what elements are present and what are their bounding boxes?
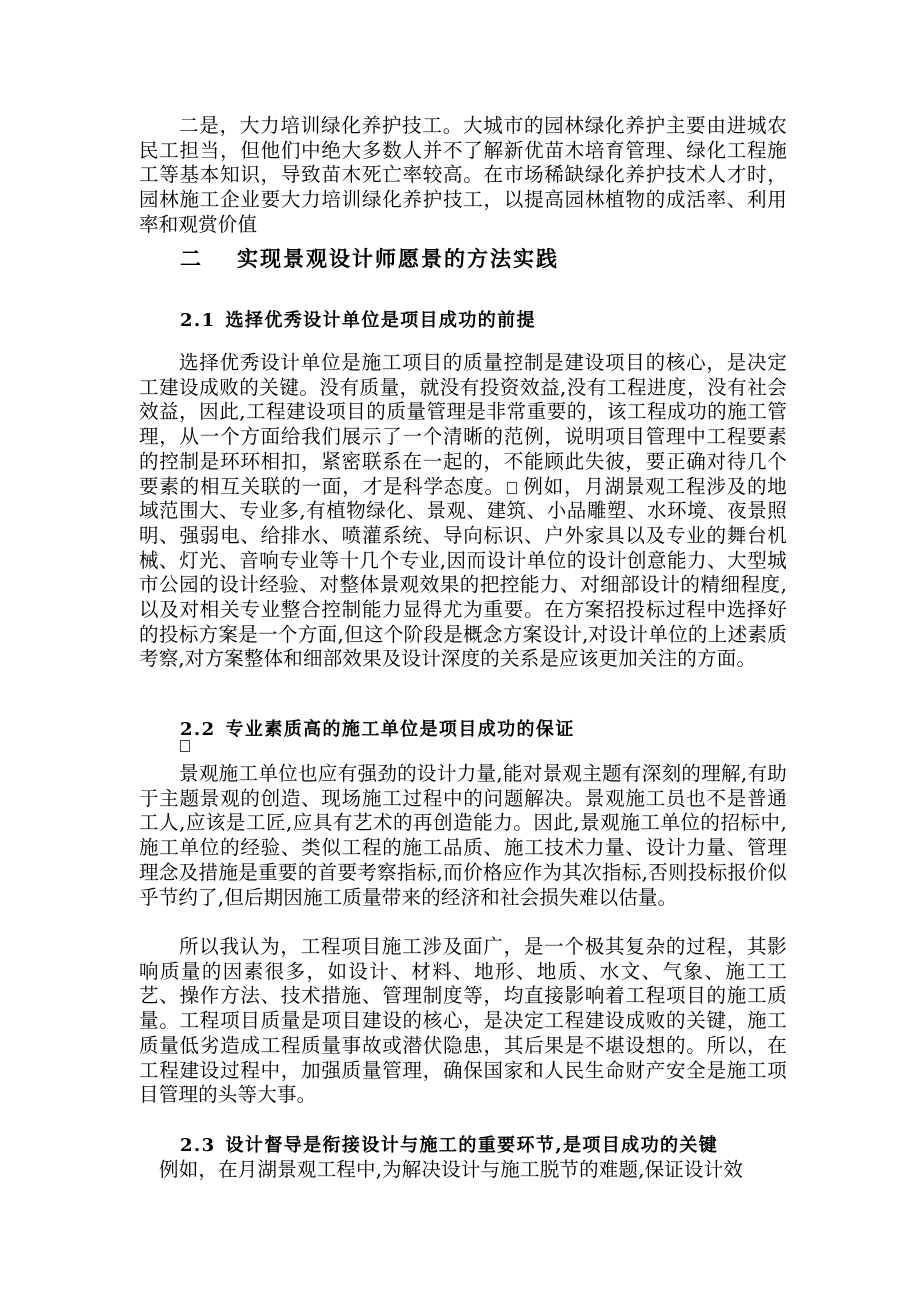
section-2-3-heading [180, 1131, 718, 1157]
section-2-3-paragraph: 例如，在月湖景观工程中,为解决设计与施工脱节的难题,保证设计效 [159, 1158, 744, 1181]
missing-glyph-icon [507, 482, 517, 494]
intro-paragraph: 二是，大力培训绿化养护技工。大城市的园林绿化养护主要由进城农民工担当，但他们中绝大多数人并不了解新优苗木培育管理、绿化工程施工等基本知识，导致苗木死亡率较高。在市场稀缺绿化养护技术人才时，园林施工企业要大力培训绿化养护技工，以提高园林植物的成活率、利用率和观赏价值 [139, 114, 787, 236]
section-2-1-paragraph [139, 351, 787, 672]
section-2-2-number: 2.2 [180, 719, 216, 740]
section-2-1-number: 2.1 [180, 310, 216, 331]
section-2-1-heading [180, 306, 536, 332]
section-2-3-number: 2.3 [180, 1135, 216, 1156]
section-2-1-paragraph-part2: 例如，月湖景观工程涉及的地域范围大、专业多,有植物绿化、景观、建筑、小品雕塑、水环境、夜景照明、强弱电、给排水、喷灌系统、导向标识、户外家具以及专业的舞台机械、灯光、音响专业等十几个专业,因而设计单位的设计创意能力、大型城市公园的设计经验、对整体景观效果的把控能力、对细部设计的精细程度,以及对相关专业整合控制能力显得尤为重要。在方案招投标过程中选择好的投标方案是一个方面,但这个阶段是概念方案设计,对设计单位的上述素质考察,对方案整体和细部效果及设计深度的关系是应该更加关注的方面。 [139, 474, 787, 671]
section-2-title: 实现景观设计师愿景的方法实践 [237, 246, 559, 271]
section-2-number: 二 [180, 246, 203, 271]
section-2-2-title: 专业素质高的施工单位是项目成功的保证 [225, 719, 575, 740]
section-2-2-heading [180, 715, 575, 741]
section-2-3-title: 设计督导是衔接设计与施工的重要环节,是项目成功的关键 [225, 1135, 719, 1156]
section-2-1-paragraph-part1: 选择优秀设计单位是施工项目的质量控制是建设项目的核心，是决定工建设成败的关键。没有质量，就没有投资效益,没有工程进度，没有社会效益，因此,工程建设项目的质量管理是非常重要的，该工程成功的施工管理，从一个方面给我们展示了一个清晰的范例，说明项目管理中工程要素的控制是环环相扣，紧密联系在一起的，不能顾此失彼，要正确对待几个要素的相互关联的一面，才是科学态度。 [139, 351, 787, 498]
missing-glyph-icon [180, 740, 190, 752]
section-2-heading [180, 243, 559, 273]
section-2-2-paragraph-2: 所以我认为，工程项目施工涉及面广，是一个极其复杂的过程，其影响质量的因素很多，如设计、材料、地形、地质、水文、气象、施工工艺、操作方法、技术措施、管理制度等，均直接影响着工程项目的施工质量。工程项目质量是项目建设的核心，是决定工程建设成败的关键，施工质量低劣造成工程质量事故或潜伏隐患，其后果是不堪设想的。所以，在工程建设过程中，加强质量管理，确保国家和人民生命财产安全是施工项目管理的头等大事。 [139, 935, 787, 1107]
section-2-2-paragraph-1: 景观施工单位也应有强劲的设计力量,能对景观主题有深刻的理解,有助于主题景观的创造、现场施工过程中的问题解决。景观施工员也不是普通工人,应该是工匠,应具有艺术的再创造能力。因此,景观施工单位的招标中,施工单位的经验、类似工程的施工品质、施工技术力量、设计力量、管理理念及措施是重要的首要考察指标,而价格应作为其次指标,否则投标报价似乎节约了,但后期因施工质量带来的经济和社会损失难以估量。 [139, 762, 787, 909]
section-2-1-title: 选择优秀设计单位是项目成功的前提 [225, 310, 536, 331]
